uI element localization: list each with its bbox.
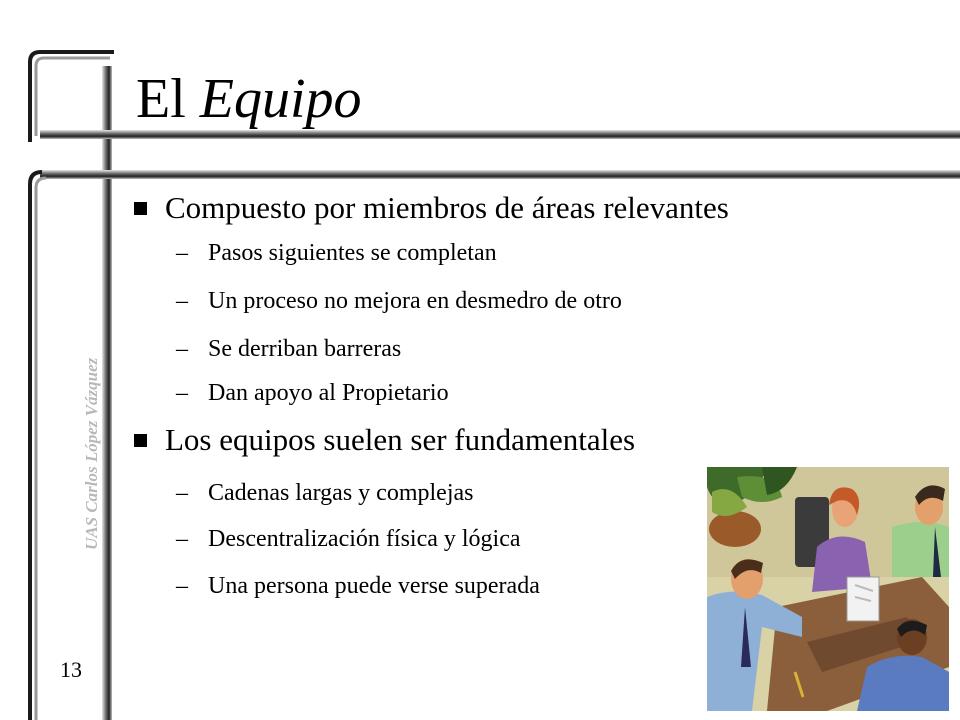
slide-title	[136, 64, 362, 134]
square-bullet-icon	[134, 434, 147, 447]
vertical-credit-text: UAS Carlos López Vázquez	[82, 357, 101, 550]
sub-item-text: Se derriban barreras	[208, 336, 402, 362]
square-bullet-icon	[134, 202, 147, 215]
title-plain: El	[136, 68, 200, 130]
sub-item	[176, 378, 449, 408]
sub-item	[176, 524, 521, 554]
title-italic: Equipo	[199, 68, 362, 130]
sub-item-text: Pasos siguientes se completan	[208, 240, 497, 266]
sub-item-text: Descentralización física y lógica	[208, 526, 521, 552]
page-number: 13	[60, 657, 82, 682]
vertical-credit	[62, 300, 102, 560]
sub-item	[176, 334, 401, 364]
team-meeting-clipart-icon	[707, 467, 949, 711]
sub-item	[176, 286, 622, 316]
dash-glyph: –	[176, 480, 188, 506]
sub-item	[176, 238, 497, 268]
sub-item-text: Un proceso no mejora en desmedro de otro	[208, 288, 622, 314]
dash-glyph: –	[176, 526, 188, 552]
dash-glyph: –	[176, 380, 188, 406]
bullet-item	[134, 188, 729, 228]
bullet-item	[134, 420, 635, 460]
bullet-text: Compuesto por miembros de áreas relevantes	[165, 190, 729, 225]
dash-glyph: –	[176, 240, 188, 266]
sub-item-text: Cadenas largas y complejas	[208, 480, 474, 506]
sub-item	[176, 571, 540, 601]
bullet-text: Los equipos suelen ser fundamentales	[165, 422, 636, 457]
sub-item	[176, 478, 473, 508]
sub-item-text: Dan apoyo al Propietario	[208, 380, 449, 406]
dash-glyph: –	[176, 573, 188, 599]
dash-glyph: –	[176, 336, 188, 362]
sub-item-text: Una persona puede verse superada	[208, 573, 540, 599]
dash-glyph: –	[176, 288, 188, 314]
